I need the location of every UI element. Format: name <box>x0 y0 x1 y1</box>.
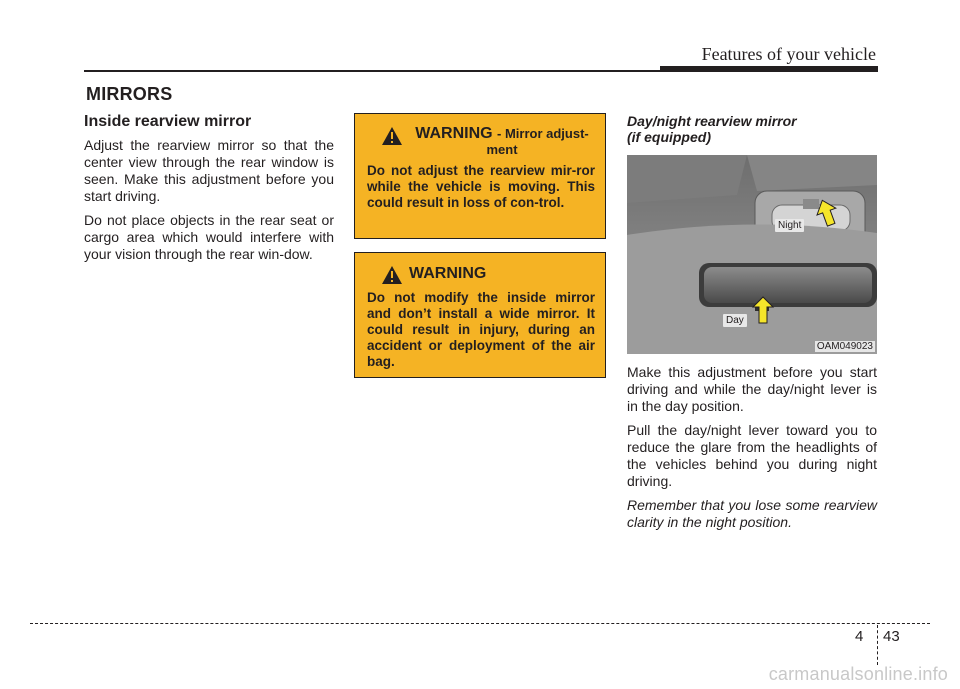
header-rule <box>84 70 676 72</box>
footer-divider <box>877 625 878 665</box>
inside-mirror-heading: Inside rearview mirror <box>84 113 252 130</box>
warning-title: WARNING <box>415 125 493 142</box>
warning-triangle-icon <box>381 126 403 146</box>
rearview-mirror-photo <box>627 155 877 354</box>
inside-mirror-paragraph-2: Do not place objects in the rear seat or cargo area which would interfere with your vision through the rear win-dow. <box>84 212 334 262</box>
warning-body: Do not adjust the rearview mir-ror while the vehicle is moving. This could result in loss of con-trol. <box>367 163 595 210</box>
day-label: Day <box>723 314 747 327</box>
figure-code: OAM049023 <box>816 341 873 352</box>
inside-mirror-paragraph-1: Adjust the rearview mirror so that the center view through the rear window is seen. Make this adjustment before you start driving. <box>84 137 334 204</box>
footer-rule <box>30 623 930 624</box>
watermark: carmanualsonline.info <box>768 664 948 684</box>
day-night-note: Remember that you lose some rearview clarity in the night position. <box>627 497 877 530</box>
day-night-section <box>627 113 877 538</box>
day-night-heading <box>627 113 877 145</box>
warning-subtitle: - Mirror adjust-ment <box>486 126 589 157</box>
warning-triangle-icon <box>381 265 403 285</box>
chapter-number: 4 <box>855 628 864 645</box>
section-title: MIRRORS <box>86 84 173 104</box>
header-bar <box>660 66 878 72</box>
day-night-heading-line-1: Day/night rearview mirror <box>627 113 797 129</box>
mirror-illustration <box>627 155 877 354</box>
warning-body: Do not modify the inside mirror and don’t install a wide mirror. It could result in injury, during an accident or deployment of the air bag. <box>367 290 595 369</box>
running-header: Features of your vehicle <box>701 44 876 64</box>
warning-box-modify-mirror <box>354 252 606 378</box>
warning-title: WARNING <box>409 265 487 282</box>
day-night-paragraph-2: Pull the day/night lever toward you to reduce the glare from the headlights of the vehicles behind you during night driving. <box>627 422 877 489</box>
warning-header <box>367 265 595 285</box>
warning-header <box>367 126 595 158</box>
day-night-heading-line-2: (if equipped) <box>627 129 711 145</box>
warning-box-mirror-adjustment <box>354 113 606 239</box>
day-night-paragraph-1: Make this adjustment before you start driving and while the day/night lever is in the day position. <box>627 364 877 414</box>
page-number: 43 <box>883 628 900 645</box>
night-label: Night <box>775 219 804 232</box>
inside-mirror-section <box>84 113 334 270</box>
